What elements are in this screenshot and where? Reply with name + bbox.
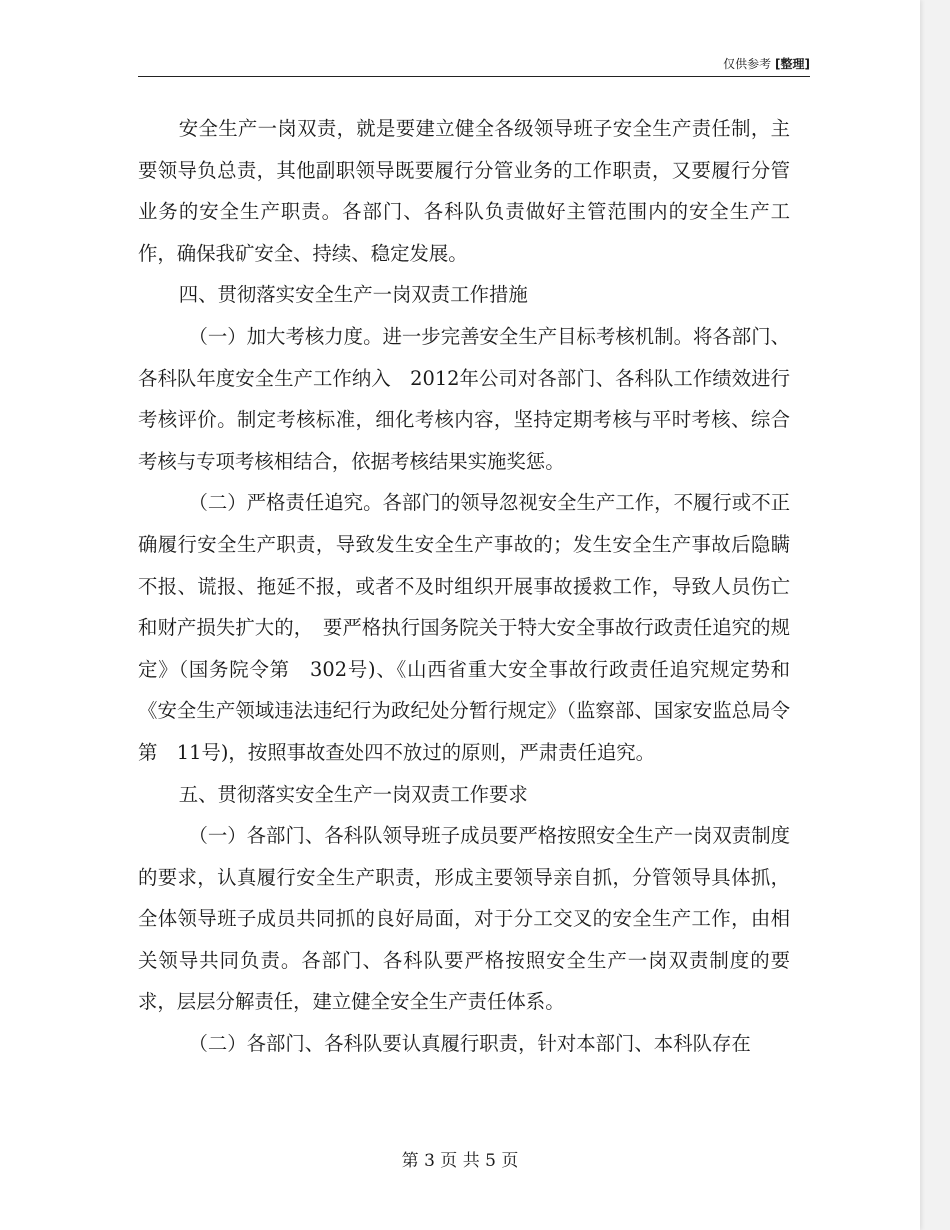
paragraph: （二）严格责任追究。各部门的领导忽视安全生产工作，不履行或不正确履行安全生产职责，导致发生安全生产事故的；发生安全生产事故后隐瞒不报、谎报、拖延不报，或者不及时组织开展事故援救工作，导致人员伤亡和财产损失扩大的， 要严格执行国务院关于特大安全事故行政责任追究的规定》（国务院令第 302号)、《山西省重大安全事故行政责任追究规定势和《安全生产领域违法违纪行为政纪处分暂行规定》（监察部、国家安监总局令第 11号)，按照事故查处四不放过的原则，严肃责任追究。 bbox=[138, 491, 790, 764]
page-header bbox=[138, 56, 810, 77]
header-tag: [整理] bbox=[775, 57, 810, 71]
page-footer: 第 3 页 共 5 页 bbox=[401, 1151, 519, 1171]
section-heading: 四、贯彻落实安全生产一岗双责工作措施 bbox=[178, 283, 528, 307]
document-body bbox=[138, 108, 790, 1065]
paragraph: （一）各部门、各科队领导班子成员要严格按照安全生产一岗双责制度的要求，认真履行安全生产职责，形成主要领导亲自抓，分管领导具体抓，全体领导班子成员共同抓的良好局面，对于分工交叉的安全生产工作，由相关领导共同负责。各部门、各科队要严格按照安全生产一岗双责制度的要求，层层分解责任，建立健全安全生产责任体系。 bbox=[138, 824, 790, 1014]
paragraph: 安全生产一岗双责，就是要建立健全各级领导班子安全生产责任制，主要领导负总责，其他副职领导既要履行分管业务的工作职责，又要履行分管业务的安全生产职责。各部门、各科队负责做好主管范围内的安全生产工作，确保我矿安全、持续、稳定发展。 bbox=[138, 117, 790, 265]
paragraph: （二）各部门、各科队要认真履行职责，针对本部门、本科队存在 bbox=[188, 1032, 751, 1056]
header-text: 仅供参考 bbox=[723, 57, 772, 71]
paragraph: （一）加大考核力度。进一步完善安全生产目标考核机制。将各部门、各科队年度安全生产工作纳入 2012年公司对各部门、各科队工作绩效进行考核评价。制定考核标准，细化考核内容，坚持定期考核与平时考核、综合考核与专项考核相结合，依据考核结果实施奖惩。 bbox=[138, 324, 790, 473]
section-heading: 五、贯彻落实安全生产一岗双责工作要求 bbox=[178, 782, 528, 806]
